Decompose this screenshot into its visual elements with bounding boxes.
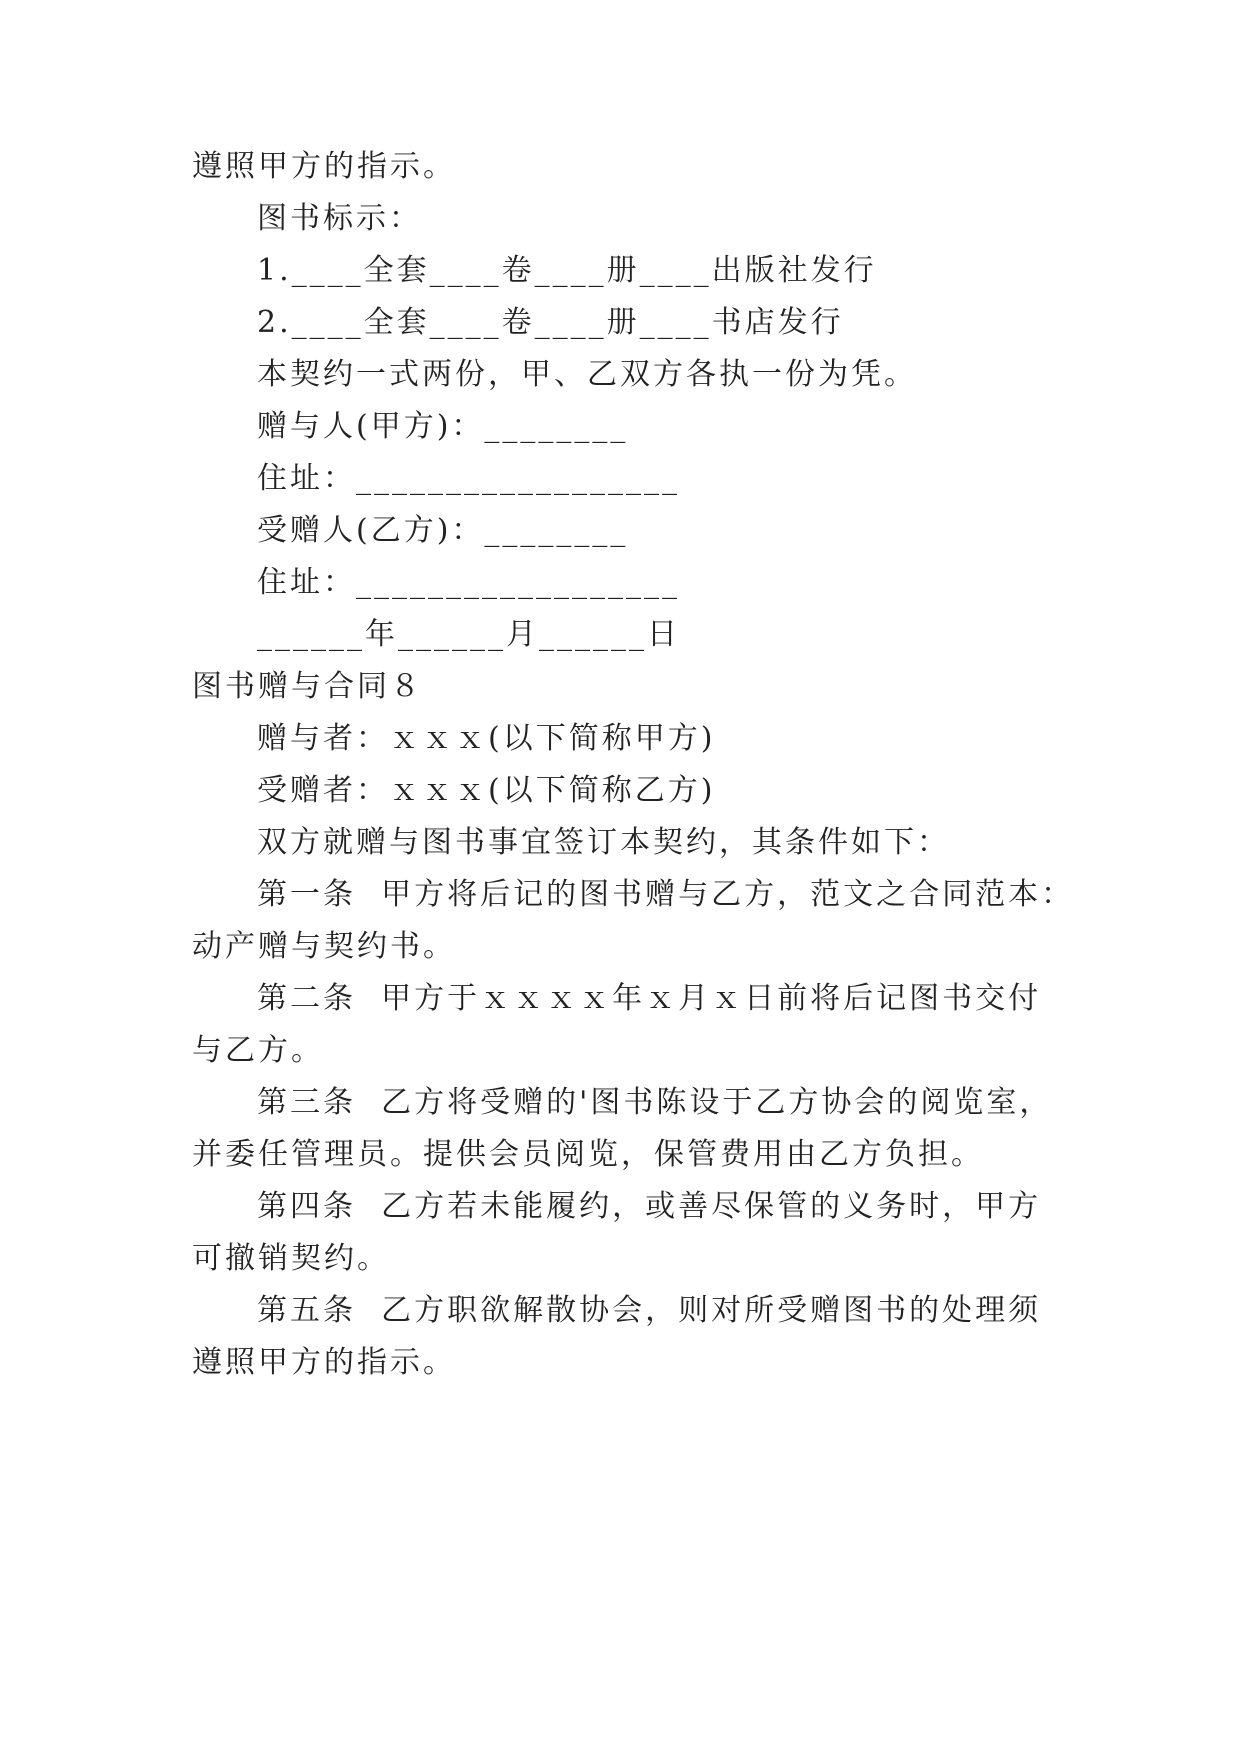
- text-line: 赠与人(甲方)：________: [257, 409, 629, 444]
- text-line: 可撤销契约。: [192, 1241, 390, 1276]
- text-line: ______年______月______日: [257, 617, 680, 652]
- text-line: 第一条 甲方将后记的图书赠与乙方，范文之合同范本：: [257, 877, 1075, 912]
- text-line: 2.____全套____卷____册____书店发行: [257, 305, 844, 340]
- text-line: 双方就赠与图书事宜签订本契约，其条件如下：: [257, 825, 950, 860]
- text-line: 动产赠与契约书。: [192, 929, 456, 964]
- text-line: 受赠人(乙方)：________: [257, 513, 629, 548]
- text-line: 赠与者：ｘｘｘ(以下简称甲方): [257, 721, 716, 756]
- text-line: 遵照甲方的指示。: [192, 149, 456, 184]
- text-line: 1.____全套____卷____册____出版社发行: [257, 253, 877, 288]
- text-line: 遵照甲方的指示。: [192, 1345, 456, 1380]
- text-line: 图书标示：: [257, 201, 422, 236]
- text-line: 第三条 乙方将受赠的'图书陈设于乙方协会的阅览室，: [257, 1085, 1053, 1120]
- text-line: 第二条 甲方于ｘｘｘｘ年ｘ月ｘ日前将后记图书交付: [257, 981, 1042, 1016]
- text-line: 第四条 乙方若未能履约，或善尽保管的义务时，甲方: [257, 1189, 1042, 1224]
- text-line: 并委任管理员。提供会员阅览，保管费用由乙方负担。: [192, 1137, 984, 1172]
- text-line: 住址：__________________: [257, 461, 680, 496]
- text-line: 住址：__________________: [257, 565, 680, 600]
- text-line: 第五条 乙方职欲解散协会，则对所受赠图书的处理须: [257, 1293, 1042, 1328]
- text-line: 与乙方。: [192, 1033, 324, 1068]
- text-line: 受赠者：ｘｘｘ(以下简称乙方): [257, 773, 716, 808]
- text-line: 本契约一式两份，甲、乙双方各执一份为凭。: [257, 357, 917, 392]
- section-title: 图书赠与合同８: [192, 669, 423, 704]
